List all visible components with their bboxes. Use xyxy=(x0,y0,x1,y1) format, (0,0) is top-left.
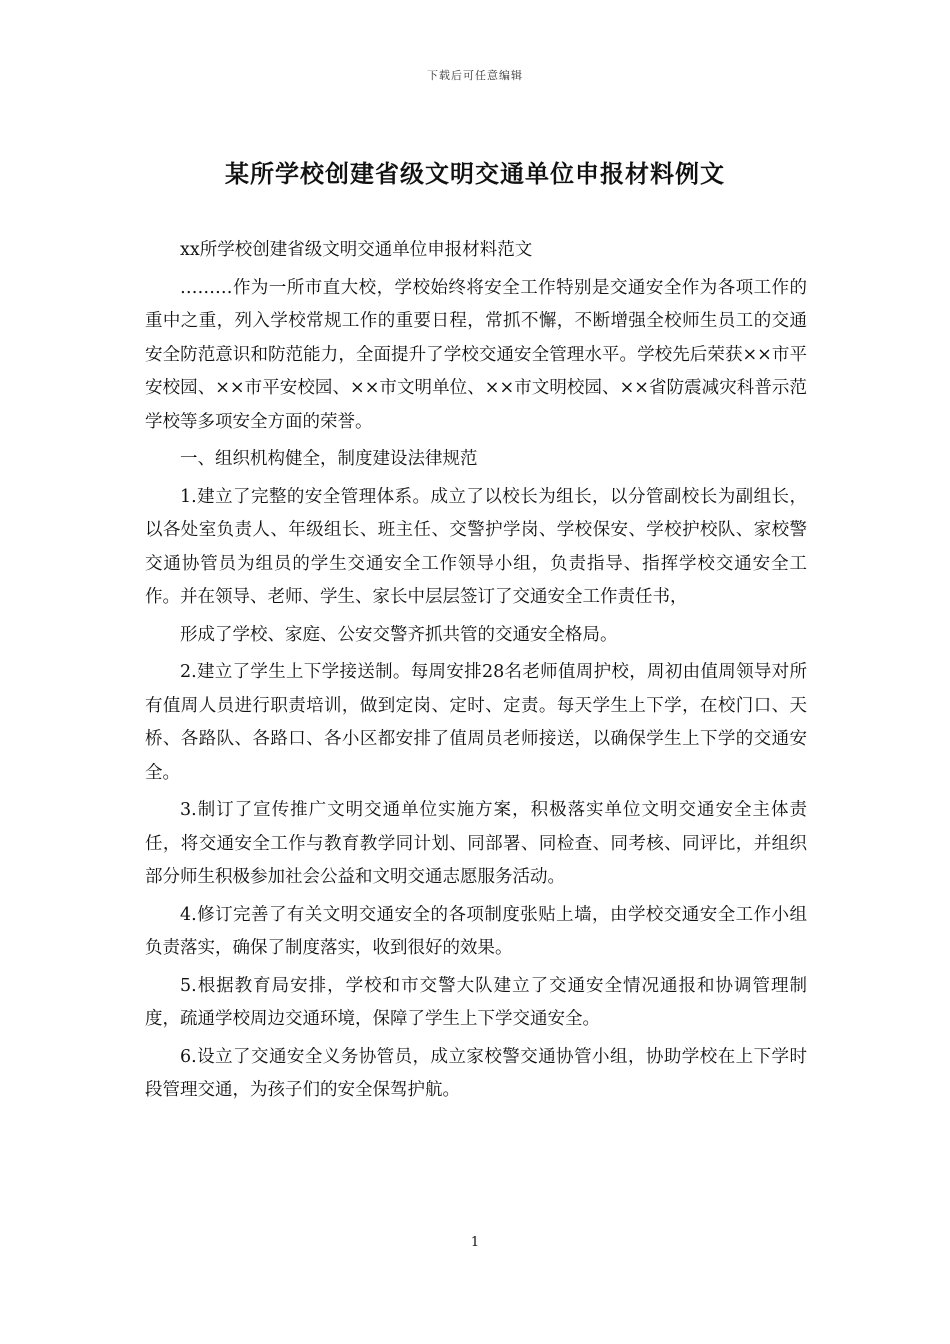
item-paragraph-2: 2.建立了学生上下学接送制。每周安排28名老师值周护校，周初由值周领导对所有值周人员进行职责培训，做到定岗、定时、定责。每天学生上下学，在校门口、天桥、各路队、各路口、各小区都安排了值周员老师接送，以确保学生上下学的交通安全。 xyxy=(145,662,807,783)
document-body xyxy=(145,234,807,1112)
item-paragraph-4: 4.修订完善了有关文明交通安全的各项制度张贴上墙，由学校交通安全工作小组负责落实，确保了制度落实，收到很好的效果。 xyxy=(145,904,807,958)
document-title: 某所学校创建省级文明交通单位申报材料例文 xyxy=(225,159,725,188)
item-paragraph-3: 3.制订了宣传推广文明交通单位实施方案，积极落实单位文明交通安全主体责任，将交通安全工作与教育教学同计划、同部署、同检查、同考核、同评比，并组织部分师生积极参加社会公益和文明交通志愿服务活动。 xyxy=(145,800,807,887)
section-heading: 一、组织机构健全，制度建设法律规范 xyxy=(180,449,478,469)
subtitle-line: xx所学校创建省级文明交通单位申报材料范文 xyxy=(180,240,533,260)
page-number: 1 xyxy=(470,1235,480,1250)
intro-paragraph: ………作为一所市直大校，学校始终将安全工作特别是交通安全作为各项工作的重中之重，列入学校常规工作的重要日程，常抓不懈，不断增强全校师生员工的交通安全防范意识和防范能力，全面提升了学校交通安全管理水平。学校先后荣获××市平安校园、××市平安校园、××市文明单位、××市文明校园、××省防震减灾科普示范学校等多项安全方面的荣誉。 xyxy=(145,277,807,432)
item-paragraph-5: 5.根据教育局安排，学校和市交警大队建立了交通安全情况通报和协调管理制度，疏通学校周边交通环境，保障了学生上下学交通安全。 xyxy=(145,975,807,1029)
item-paragraph-1-continued: 形成了学校、家庭、公安交警齐抓共管的交通安全格局。 xyxy=(180,624,618,645)
item-paragraph-6: 6.设立了交通安全义务协管员，成立家校警交通协管小组，协助学校在上下学时段管理交通，为孩子们的安全保驾护航。 xyxy=(145,1046,807,1100)
item-paragraph-1: 1.建立了完整的安全管理体系。成立了以校长为组长，以分管副校长为副组长，以各处室负责人、年级组长、班主任、交警护学岗、学校保安、学校护校队、家校警交通协管员为组员的学生交通安全工作领导小组，负责指导、指挥学校交通安全工作。并在领导、老师、学生、家长中层层签订了交通安全工作责任书， xyxy=(145,486,807,607)
header-note: 下载后可任意编辑 xyxy=(427,69,523,82)
